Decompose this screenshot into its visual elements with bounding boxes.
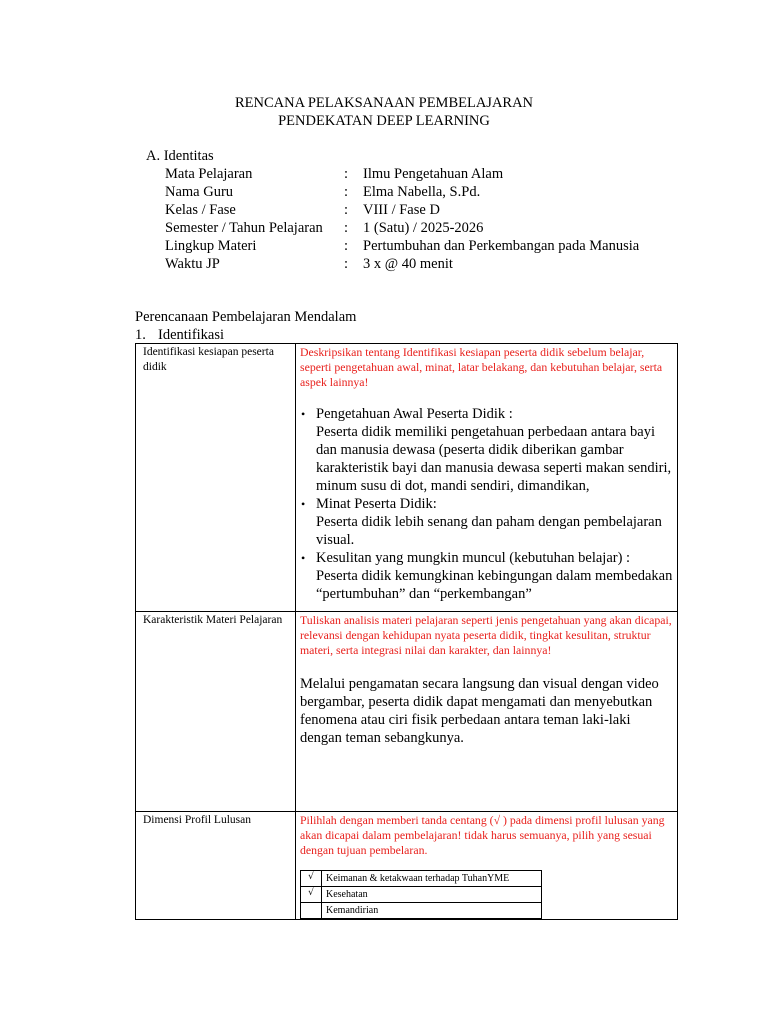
row-content <box>296 612 678 812</box>
row-label: Dimensi Profil Lulusan <box>136 812 296 920</box>
identity-value: VIII / Fase D <box>363 202 440 218</box>
bullet-heading: Minat Peserta Didik: <box>316 496 437 512</box>
dimension-name: Kesehatan <box>322 887 542 903</box>
instruction-text: Tuliskan analisis materi pelajaran seperti jenis pengetahuan yang akan dicapai, relevansi dengan kehidupan nyata peserta didik, tingkat kesulitan, struktur materi, serta integrasi nilai dan karakter, dan lainnya! <box>300 613 672 657</box>
identity-value: Pertumbuhan dan Perkembangan pada Manusia <box>363 238 640 254</box>
identity-value: 3 x @ 40 menit <box>363 256 453 272</box>
row-content <box>296 344 678 612</box>
list-item <box>301 405 673 495</box>
table-row <box>136 612 678 812</box>
section-a-heading: A. Identitas <box>146 148 214 164</box>
material-text: Melalui pengamatan secara langsung dan visual dengan video bergambar, peserta didik dapat mengamati dan menyebutkan fenomena atau ciri fisik perbedaan antara teman laki-laki dengan teman sebangkunya. <box>300 676 659 746</box>
identity-label: Semester / Tahun Pelajaran <box>165 220 323 236</box>
bullet-heading: Pengetahuan Awal Peserta Didik : <box>316 406 513 422</box>
identity-value: Elma Nabella, S.Pd. <box>363 184 481 200</box>
list-item <box>301 549 673 603</box>
document-title: RENCANA PELAKSANAAN PEMBELAJARAN <box>234 95 534 111</box>
identity-label: Lingkup Materi <box>165 238 257 254</box>
bullet-icon: • <box>301 407 306 421</box>
bullet-text: Peserta didik memiliki pengetahuan perbedaan antara bayi dan manusia dewasa (peserta didik diberikan gambar karakteristik bayi dan manusia dewasa seperti makan sendiri, minum susu di dot, mandi sendiri, dimandikan, <box>316 424 672 494</box>
dimension-name: Kemandirian <box>322 903 542 919</box>
identity-colon: : <box>344 256 349 272</box>
bullet-text: Peserta didik kemungkinan kebingungan dalam membedakan “pertumbuhan” dan “perkembangan” <box>316 568 673 602</box>
subsection-title: Identifikasi <box>158 327 225 343</box>
bullet-text: Peserta didik lebih senang dan paham dengan pembelajaran visual. <box>316 514 662 548</box>
dimension-checkbox[interactable]: √ <box>301 871 322 887</box>
row-label: Karakteristik Materi Pelajaran <box>136 612 296 812</box>
table-row <box>136 812 678 920</box>
dimension-table <box>300 870 542 919</box>
subsection-number: 1. <box>135 327 146 343</box>
dimension-checkbox[interactable] <box>301 903 322 919</box>
identity-colon: : <box>344 220 349 236</box>
row-label: Identifikasi kesiapan peserta didik <box>136 344 296 612</box>
instruction-text: Deskripsikan tentang Identifikasi kesiapan peserta didik sebelum belajar, seperti pengetahuan awal, minat, latar belakang, dan kebutuhan belajar, serta aspek lainnya! <box>300 345 663 389</box>
bullet-icon: • <box>301 551 306 565</box>
bullet-icon: • <box>301 497 306 511</box>
subsection-heading <box>135 326 224 344</box>
planning-heading: Perencanaan Pembelajaran Mendalam <box>135 309 357 325</box>
identity-colon: : <box>344 166 349 182</box>
table-row <box>136 344 678 612</box>
identity-colon: : <box>344 184 349 200</box>
identity-colon: : <box>344 238 349 254</box>
list-item <box>301 495 673 549</box>
table-row <box>301 903 542 919</box>
identification-table <box>135 343 678 920</box>
instruction-text: Pilihlah dengan memberi tanda centang (√ ) pada dimensi profil lulusan yang akan dicapai dalam pembelajaran! tidak harus semuanya, pilih yang sesuai dengan tujuan pembelaran. <box>300 813 665 857</box>
identity-label: Nama Guru <box>165 184 234 200</box>
identity-colon: : <box>344 202 349 218</box>
identity-value: 1 (Satu) / 2025-2026 <box>363 220 484 236</box>
document-subtitle: PENDEKATAN DEEP LEARNING <box>278 113 490 129</box>
identity-label: Waktu JP <box>165 256 220 272</box>
table-row <box>301 887 542 903</box>
identity-value: Ilmu Pengetahuan Alam <box>363 166 504 182</box>
row-content <box>296 812 678 920</box>
readiness-list <box>300 405 673 603</box>
bullet-heading: Kesulitan yang mungkin muncul (kebutuhan belajar) : <box>316 550 631 566</box>
dimension-checkbox[interactable]: √ <box>301 887 322 903</box>
table-row <box>301 871 542 887</box>
dimension-name: Keimanan & ketakwaan terhadap TuhanYME <box>322 871 542 887</box>
identity-label: Kelas / Fase <box>165 202 236 218</box>
identity-label: Mata Pelajaran <box>165 166 253 182</box>
